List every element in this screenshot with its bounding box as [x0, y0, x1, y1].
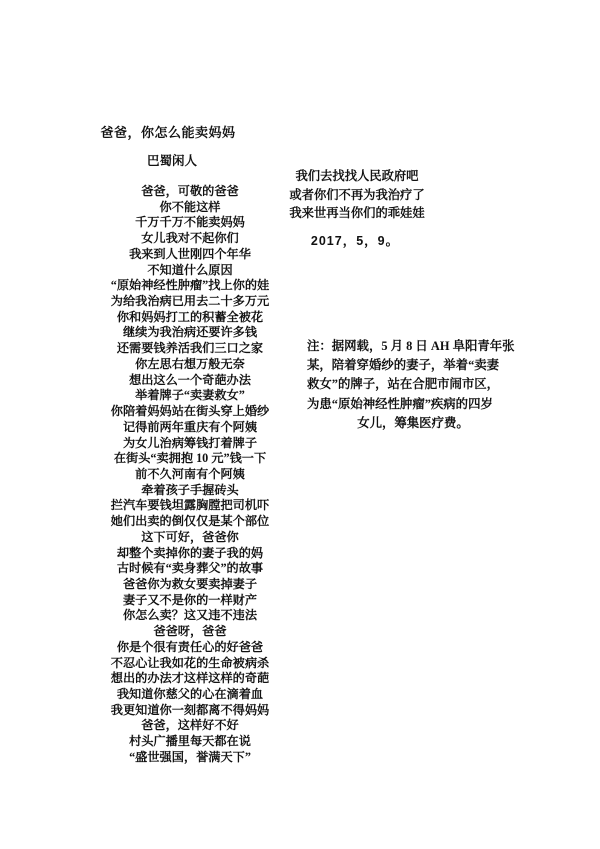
- note-line: 注：据网载，5 月 8 日 AH 阜阳青年张: [307, 339, 515, 353]
- poem-line: 爸爸，这样好不好: [141, 718, 239, 733]
- poem-line: 我来到人世刚四个年华: [129, 246, 251, 261]
- note-line: 为患“原始神经性肿瘤”疾病的四岁: [307, 396, 493, 411]
- editor-note: [307, 337, 519, 433]
- poem-line: 爸爸，可敬的爸爸: [141, 184, 239, 198]
- poem-line: 为女儿治病筹钱打着牌子: [122, 435, 258, 450]
- poem-line: 为给我治病已用去二十多万元: [110, 294, 270, 309]
- poem-line: 继续为我治病还要许多钱: [122, 325, 258, 340]
- poem-line: 拦汽车要钱坦露胸膛把司机吓: [110, 498, 270, 513]
- poem-line: 前不久河南有个阿姨: [135, 466, 245, 481]
- note-line: 女儿，筹集医疗费。: [357, 415, 469, 430]
- poem-author: 巴蜀闲人: [146, 154, 197, 168]
- poem-title: 爸爸，你怎么能卖妈妈: [100, 125, 236, 140]
- poem-line: 还需要钱养活我们三口之家: [116, 341, 264, 356]
- poem-line: 你不能这样: [159, 199, 221, 214]
- poem-line: 不忍心让我如花的生命被病杀: [110, 655, 270, 670]
- note-line: 救女”的牌子，站在合肥市闹市区，: [307, 377, 500, 392]
- note-line: 某，陪着穿婚纱的妻子，举着“卖妻: [307, 358, 500, 373]
- poem-line: 在街头“卖拥抱 10 元”钱一下: [113, 451, 267, 466]
- poem-line: 女儿我对不起你们: [141, 231, 239, 246]
- closing-line: 或者你们不再为我治疗了: [289, 187, 425, 202]
- poem-line: “盛世强国，誉满天下”: [129, 749, 251, 764]
- poem-date: 2017，5，9。: [310, 234, 400, 248]
- poem-line: 想出这么一个奇葩办法: [129, 372, 251, 387]
- poem-line: 古时候有“卖身葬父”的故事: [116, 561, 264, 576]
- poem-line: 我更知道你一刻都离不得妈妈: [110, 702, 270, 717]
- poem-line: “原始神经性肿瘤”找上你的娃: [110, 278, 270, 293]
- poem-line: 你是个很有责任心的好爸爸: [116, 639, 264, 654]
- poem-line: 你陪着妈妈站在街头穿上婚纱: [110, 404, 270, 419]
- poem-line: 不知道什么原因: [147, 262, 233, 277]
- closing-lines: [257, 167, 457, 223]
- poem-line: 这下可好，爸爸你: [141, 529, 239, 544]
- poem-line: 你左思右想万般无奈: [135, 356, 245, 371]
- poem-line: 妻子又不是你的一样财产: [122, 592, 258, 607]
- poem-line: 举着牌子“卖妻救女”: [135, 388, 245, 403]
- poem-line: 爸爸你为救女要卖掉妻子: [122, 576, 258, 591]
- poem-line: 牵着孩子手握砖头: [141, 482, 239, 497]
- closing-line: 我来世再当你们的乖娃娃: [289, 206, 425, 221]
- poem-line: 你和妈妈打工的积蓄全被花: [116, 309, 264, 324]
- poem-line: 她们出卖的倒仅仅是某个部位: [110, 514, 270, 529]
- poem-line: 村头广播里每天都在说: [129, 734, 251, 749]
- poem-line: 我知道你慈父的心在滴着血: [116, 687, 264, 701]
- poem-line: 想出的办法才这样这样的奇葩: [110, 671, 270, 686]
- poem-line: 爸爸呀，爸爸: [153, 624, 227, 639]
- closing-line: 我们去找找人民政府吧: [295, 169, 419, 183]
- poem-body: [40, 184, 340, 766]
- poem-line: 却整个卖掉你的妻子我的妈: [116, 545, 264, 560]
- poem-line: 记得前两年重庆有个阿姨: [122, 419, 258, 434]
- poem-line: 千万千万不能卖妈妈: [135, 215, 245, 230]
- poem-line: 你怎么卖？这又违不违法: [122, 608, 258, 623]
